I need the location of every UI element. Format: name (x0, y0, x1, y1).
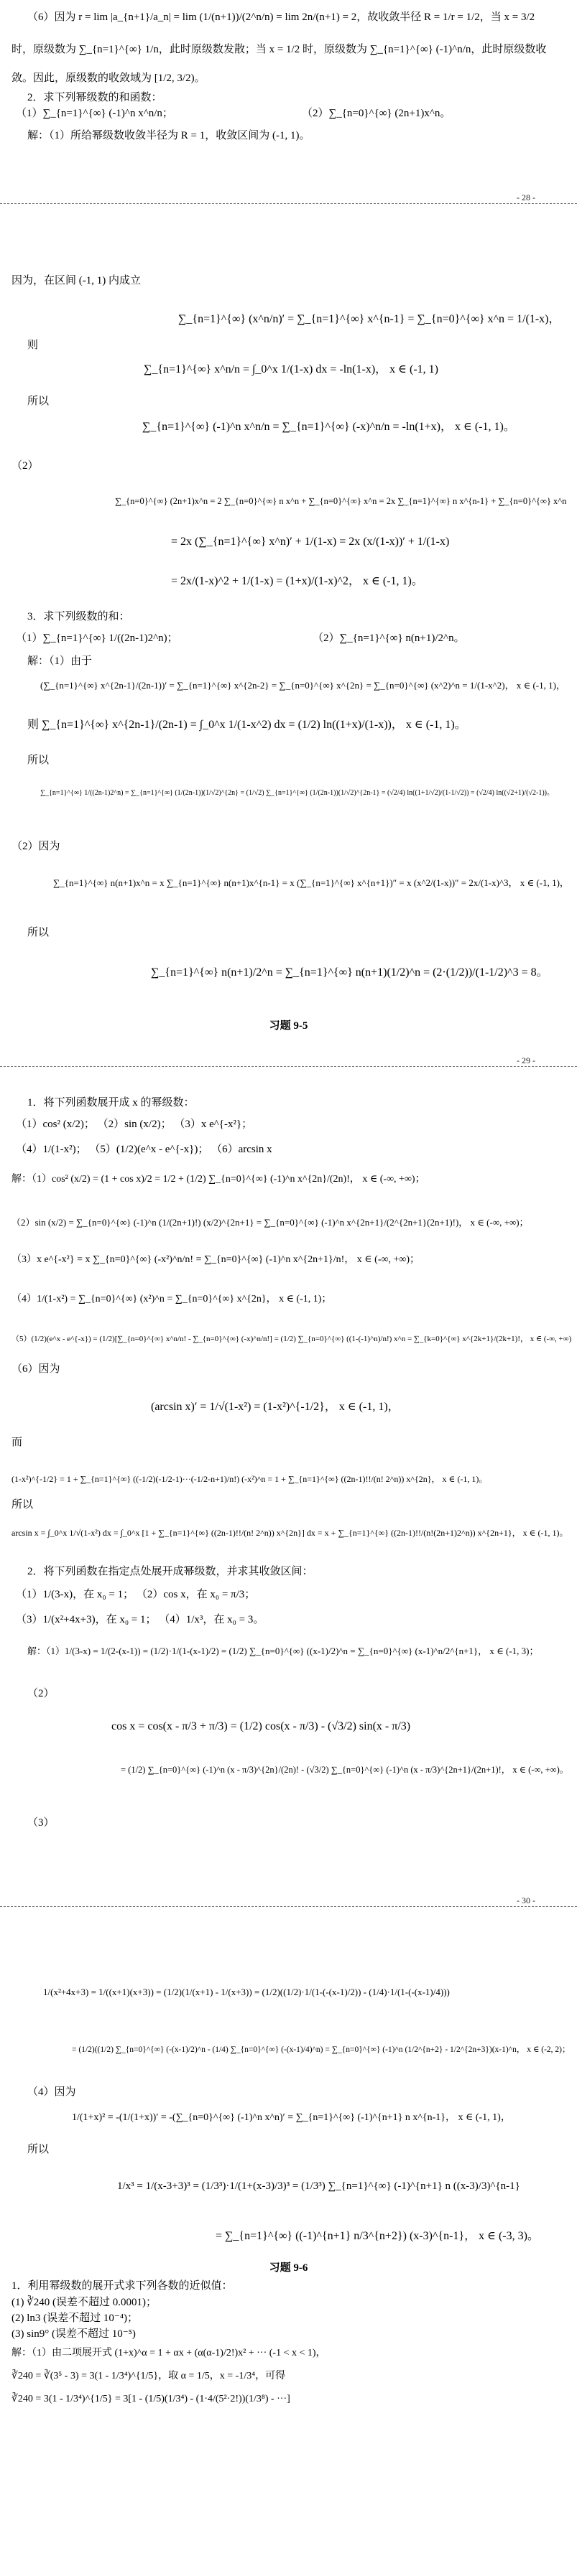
header-line-3: 敛。因此，原级数的收敛域为 [1/2, 3/2)。 (11, 73, 206, 84)
equation: ∑_{n=1}^{∞} (-1)^n x^n/n = ∑_{n=1}^{∞} (-x)^n/n = -ln(1+x)， x ∈ (-1, 1)。 (142, 421, 515, 433)
equation: arcsin x = ∫_0^x 1/√(1-x²) dx = ∫_0^x [1 + ∑_{n=1}^{∞} ((2n-1)!!/(n! 2^n)) x^{2n}] dx = x + ∑_{n=1}^{∞} ((2n-1)!!/(n!(2n+1)2^n)) x^{2n+1}， x ∈ (-1, 1)。 (11, 1528, 568, 1538)
text-line: 所以 (27, 755, 50, 766)
solution-line: 解：（1）所给幂级数收敛半径为 R = 1，收敛区间为 (-1, 1)。 (27, 130, 310, 141)
page-bottom-margin (0, 2412, 577, 2576)
problem-3-part-2: （2）∑_{n=1}^{∞} n(n+1)/2^n。 (313, 633, 465, 644)
text-line: 所以 (27, 2144, 50, 2155)
problem-1-title: 1．将下列函数展开成 x 的幂级数： (27, 1097, 195, 1109)
text-line: 所以 (27, 927, 50, 938)
equation: ∑_{n=1}^{∞} (x^n/n)′ = ∑_{n=1}^{∞} x^{n-1} = ∑_{n=0}^{∞} x^n = 1/(1-x)， (178, 313, 560, 325)
equation: ∑_{n=1}^{∞} x^n/n = ∫_0^x 1/(1-x) dx = -ln(1-x)， x ∈ (-1, 1) (144, 363, 438, 375)
equation: ∑_{n=0}^{∞} (2n+1)x^n = 2 ∑_{n=0}^{∞} n x^n + ∑_{n=0}^{∞} x^n = 2x ∑_{n=1}^{∞} n x^{n-1} + ∑_{n=0}^{∞} x^n (115, 496, 567, 506)
equation: 解：（1）cos² (x/2) = (1 + cos x)/2 = 1/2 + (1/2) ∑_{n=0}^{∞} (-1)^n x^{2n}/(2n)!， x ∈ (-∞, +∞)； (11, 1174, 425, 1185)
equation: 解：（1）由二项展开式 (1+x)^α = 1 + αx + (α(α-1)/2!)x² + ··· (-1 < x < 1)， (11, 2348, 326, 2358)
equation: （3）x e^{-x²} = x ∑_{n=0}^{∞} (-x²)^n/n! = ∑_{n=0}^{∞} (-1)^n x^{2n+1}/n!， x ∈ (-∞, +∞)； (11, 1254, 420, 1265)
text-line: （4）因为 (27, 2086, 76, 2098)
page-number-30: - 30 - (517, 1895, 535, 1905)
equation: = 2x (∑_{n=1}^{∞} x^n)′ + 1/(1-x) = 2x (x/(1-x))′ + 1/(1-x) (171, 536, 450, 548)
problem-1-items: （4）1/(1-x²)； （5）(1/2)(e^x - e^{-x})； （6）arcsin x (16, 1144, 272, 1155)
page-divider (0, 1906, 577, 1907)
page-divider (0, 1066, 577, 1067)
text-line: 因为，在区间 (-1, 1) 内成立 (11, 275, 141, 286)
section-title: 习题 9-5 (269, 1020, 308, 1032)
text-line: 所以 (11, 1499, 34, 1511)
problem-3-title: 3．求下列级数的和： (27, 611, 130, 622)
text-line: 所以 (27, 396, 50, 407)
equation: = (1/2)((1/2) ∑_{n=0}^{∞} (-(x-1)/2)^n - (1/4) ∑_{n=0}^{∞} (-(x-1)/4)^n) = ∑_{n=0}^{∞} (-1)^n (1/2^{n+2} - 1/2^{2n+3})(x-1)^n， x ∈ (-2, 2)； (72, 2045, 571, 2054)
text-line: 则 (27, 340, 39, 351)
solution-line: 解：（1）由于 (27, 655, 93, 667)
problem-3-part-1: （1）∑_{n=1}^{∞} 1/((2n-1)2^n)； (16, 633, 178, 644)
equation: （4）1/(1-x²) = ∑_{n=0}^{∞} (x²)^n = ∑_{n=0}^{∞} x^{2n}， x ∈ (-1, 1)； (11, 1294, 332, 1305)
equation: 1/(1+x)² = -(1/(1+x))′ = -(∑_{n=0}^{∞} (-1)^n x^n)′ = ∑_{n=1}^{∞} (-1)^{n+1} n x^{n-1}， x ∈ (-1, 1)， (72, 2112, 511, 2123)
text-line: （3） (27, 1817, 55, 1829)
problem-2-title: 2．求下列幂级数的和函数： (27, 92, 162, 103)
text-line: （2） (11, 460, 39, 472)
problem-2-part-2: （2）∑_{n=0}^{∞} (2n+1)x^n。 (302, 108, 451, 119)
header-line-1: （6）因为 r = lim |a_{n+1}/a_n| = lim (1/(n+1))/(2^n/n) = lim 2n/(n+1) = 2，故收敛半径 R = 1/r = 1/2，当 x = 3/2 (27, 11, 535, 23)
problem-1-title: 1．利用幂级数的展开式求下列各数的近似值： (11, 2280, 233, 2292)
equation: 1/x³ = 1/(x-3+3)³ = (1/3³)·1/(1+(x-3)/3)³ = (1/3³) ∑_{n=1}^{∞} (-1)^{n+1} n ((x-3)/3)^{n-1} (117, 2180, 520, 2192)
text-line: 而 (11, 1437, 23, 1448)
problem-1-item: (2) ln3 (误差不超过 10⁻⁴)； (11, 2313, 139, 2324)
problem-2-items: （3）1/(x²+4x+3)，在 x₀ = 1； （4）1/x³，在 x₀ = 3。 (16, 1614, 264, 1625)
equation: （2）sin (x/2) = ∑_{n=0}^{∞} (-1)^n (1/(2n+1)!) (x/2)^{2n+1} = ∑_{n=0}^{∞} (-1)^n x^{2n+1}/(2^{2n+1}(2n+1)!)， x ∈ (-∞, +∞)； (11, 1217, 529, 1228)
equation: = 2x/(1-x)^2 + 1/(1-x) = (1+x)/(1-x)^2， x ∈ (-1, 1)。 (171, 575, 423, 587)
equation: (∑_{n=1}^{∞} x^{2n-1}/(2n-1))′ = ∑_{n=1}^{∞} x^{2n-2} = ∑_{n=0}^{∞} x^{2n} = ∑_{n=0}^{∞} (x^2)^n = 1/(1-x^2)， x ∈ (-1, 1)， (40, 680, 566, 691)
text-line: （6）因为 (11, 1363, 60, 1375)
problem-2-items: （1）1/(3-x)，在 x₀ = 1； （2）cos x，在 x₀ = π/3； (16, 1589, 256, 1600)
equation: ∑_{n=1}^{∞} n(n+1)x^n = x ∑_{n=1}^{∞} n(n+1)x^{n-1} = x (∑_{n=1}^{∞} x^{n+1})″ = x (x^2/(1-x))″ = 2x/(1-x)^3， x ∈ (-1, 1)， (53, 877, 569, 888)
equation: 则 ∑_{n=1}^{∞} x^{2n-1}/(2n-1) = ∫_0^x 1/(1-x^2) dx = (1/2) ln((1+x)/(1-x))， x ∈ (-1, 1)。 (27, 719, 466, 731)
section-title: 习题 9-6 (269, 2262, 308, 2274)
text-line: （2） (27, 1688, 55, 1699)
problem-1-item: (1) ∛240 (误差不超过 0.0001)； (11, 2297, 157, 2308)
equation: （5）(1/2)(e^x - e^{-x}) = (1/2)[∑_{n=0}^{∞} x^n/n! - ∑_{n=0}^{∞} (-x)^n/n!] = (1/2) ∑_{n=0}^{∞} ((1-(-1)^n)/n!) x^n = ∑_{k=0}^{∞} x^{2k+1}/(2k+1)!， x ∈ (-∞, +∞) (11, 1335, 572, 1343)
equation: (arcsin x)′ = 1/√(1-x²) = (1-x²)^{-1/2}， x ∈ (-1, 1)， (151, 1401, 400, 1413)
problem-2-title: 2．将下列函数在指定点处展开成幂级数，并求其收敛区间： (27, 1566, 313, 1577)
equation: = ∑_{n=1}^{∞} ((-1)^{n+1} n/3^{n+2}) (x-3)^{n-1}， x ∈ (-3, 3)。 (216, 2230, 539, 2242)
page-number-28: - 28 - (517, 192, 535, 202)
text-line: （2）因为 (11, 841, 60, 852)
problem-1-item: (3) sin9° (误差不超过 10⁻⁵) (11, 2328, 136, 2340)
equation: 1/(x²+4x+3) = 1/((x+1)(x+3)) = (1/2)(1/(x+1) - 1/(x+3)) = (1/2)((1/2)·1/(1-(-(x-1)/2)) - (1/4)·1/(1-(-(x-1)/4))) (43, 1987, 450, 1997)
problem-1-items: （1）cos² (x/2)； （2）sin (x/2)； （3）x e^{-x²}； (16, 1119, 253, 1130)
page-number-29: - 29 - (517, 1055, 535, 1065)
header-line-2: 时，原级数为 ∑_{n=1}^{∞} 1/n，此时原级数发散；当 x = 1/2 时，原级数为 ∑_{n=1}^{∞} (-1)^n/n，此时原级数收 (11, 44, 547, 55)
equation: (1-x²)^{-1/2} = 1 + ∑_{n=1}^{∞} ((-1/2)(-1/2-1)···(-1/2-n+1)/n!) (-x²)^n = 1 + ∑_{n=1}^{∞} ((2n-1)!!/(n! 2^n)) x^{2n}， x ∈ (-1, 1)。 (11, 1474, 488, 1484)
problem-2-part-1: （1）∑_{n=1}^{∞} (-1)^n x^n/n； (16, 108, 173, 119)
equation: 解：（1）1/(3-x) = 1/(2-(x-1)) = (1/2)·1/(1-(x-1)/2) = (1/2) ∑_{n=0}^{∞} ((x-1)/2)^n = ∑_{n=0}^{∞} (x-1)^n/2^{n+1}， x ∈ (-1, 3)； (27, 1646, 539, 1656)
equation: cos x = cos(x - π/3 + π/3) = (1/2) cos(x - π/3) - (√3/2) sin(x - π/3) (111, 1720, 411, 1732)
equation: ∑_{n=1}^{∞} 1/((2n-1)2^n) = ∑_{n=1}^{∞} (1/(2n-1))(1/√2)^{2n} = (1/√2) ∑_{n=1}^{∞} (1/(2n-1))(1/√2)^{2n-1} = (√2/4) ln((1+1/√2)/(1-1/√2)) = (√2/4) ln((√2+1)/(√2-1))。 (40, 789, 554, 797)
equation: = (1/2) ∑_{n=0}^{∞} (-1)^n (x - π/3)^{2n}/(2n)! - (√3/2) ∑_{n=0}^{∞} (-1)^n (x - π/3)^{2n+1}/(2n+1)!， x ∈ (-∞, +∞)。 (121, 1765, 569, 1775)
equation: ∛240 = ∛(3⁵ - 3) = 3(1 - 1/3⁴)^{1/5}，取 α = 1/5，x = -1/3⁴，可得 (11, 2371, 286, 2381)
equation: ∑_{n=1}^{∞} n(n+1)/2^n = ∑_{n=1}^{∞} n(n+1)(1/2)^n = (2·(1/2))/(1-1/2)^3 = 8。 (151, 966, 548, 979)
page-divider (0, 203, 577, 204)
equation: ∛240 = 3(1 - 1/3⁴)^{1/5} = 3[1 - (1/5)(1/3⁴) - (1·4/(5²·2!))(1/3⁸) - ···] (11, 2394, 290, 2404)
